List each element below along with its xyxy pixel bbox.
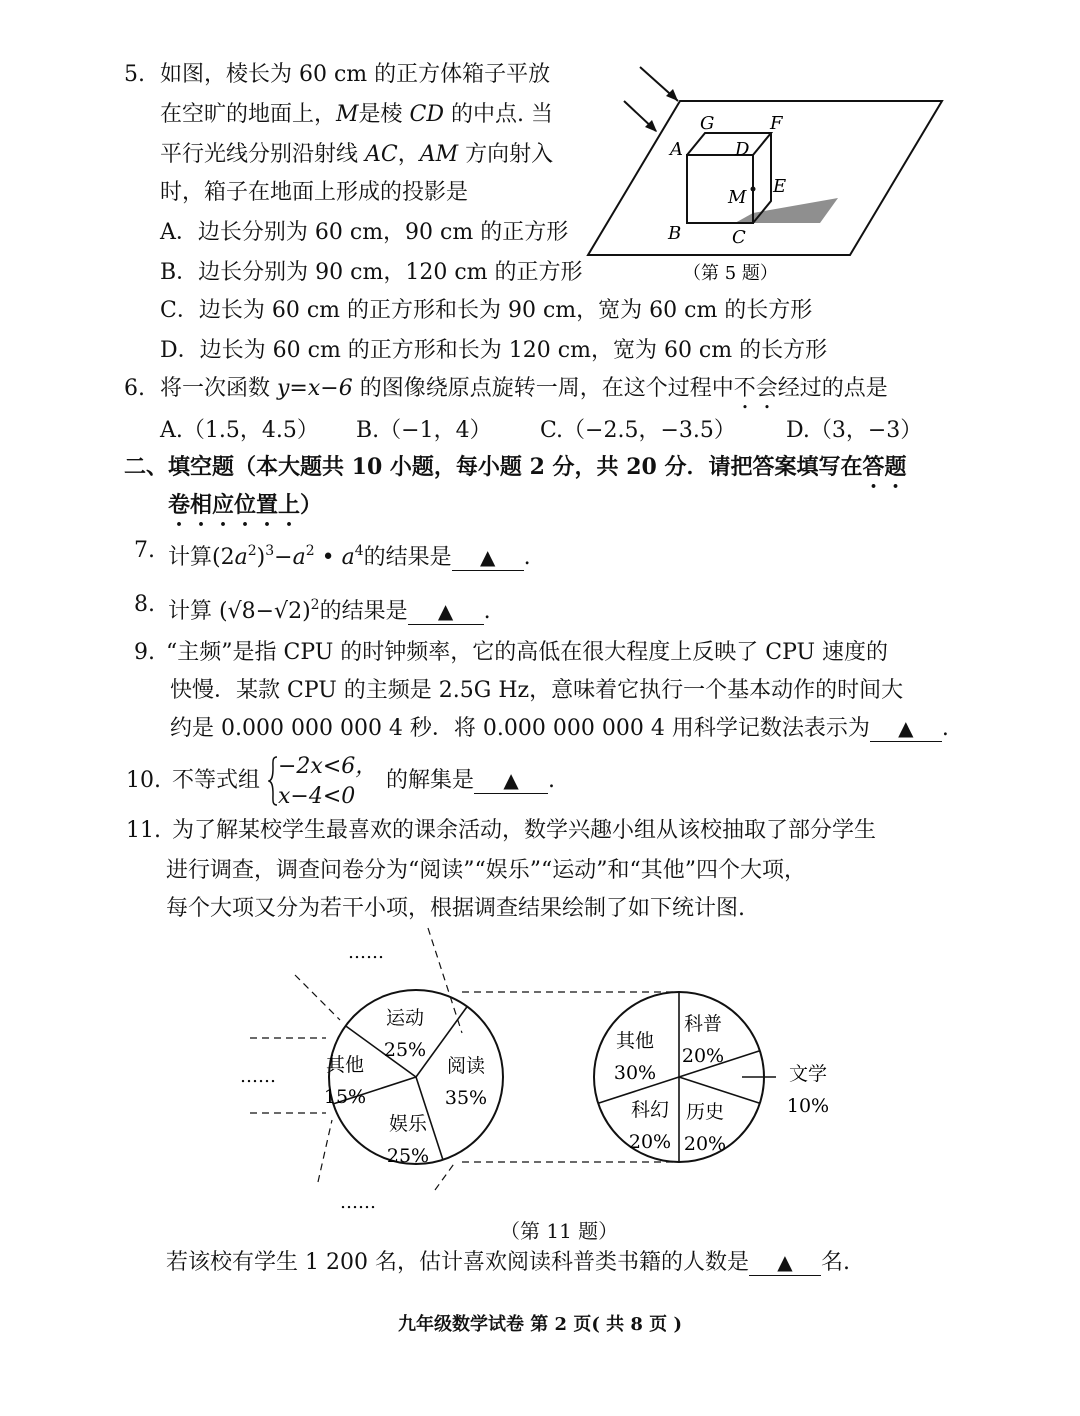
- q9-line-2: 快慢．某款 CPU 的主频是 2.5G Hz，意味着它执行一个基本动作的时间大: [170, 678, 904, 703]
- dash-bottom: [435, 1161, 456, 1190]
- q6-number: 6.: [124, 376, 145, 401]
- cube-side-face: [753, 133, 771, 223]
- ellipsis-bottom: ……: [340, 1192, 376, 1213]
- point-m: [751, 187, 756, 192]
- pie-2-slice-2-name: 文学: [788, 1063, 828, 1085]
- pie-2-slice-3-percent: 20%: [683, 1133, 727, 1155]
- ellipsis-top: ……: [348, 942, 384, 963]
- q5-number: 5.: [124, 62, 145, 87]
- pie-1-slice-1-percent: 25%: [383, 1039, 427, 1061]
- q5-option-d: D．边长为 60 cm 的正方形和长为 120 cm，宽为 60 cm 的长方形: [160, 338, 828, 363]
- q10-answer-line: 的解集是 ▲ .: [386, 768, 556, 793]
- q9-number: 9.: [134, 640, 155, 665]
- pie-2-slice-2-percent: 10%: [786, 1095, 830, 1117]
- q8-answer-blank[interactable]: ▲: [408, 599, 484, 625]
- pie-1-slice-2-percent: 35%: [444, 1087, 488, 1109]
- pie-2-slice-4-name: 科幻: [630, 1099, 670, 1121]
- q10-number: 10.: [126, 768, 161, 793]
- cube-shadow-figure: [580, 55, 960, 290]
- q11-number: 11.: [126, 818, 161, 843]
- q9-answer-blank[interactable]: ▲: [870, 716, 942, 742]
- q11-line-3: 每个大项又分为若干小项，根据调查结果绘制了如下统计图.: [166, 896, 745, 921]
- label-f: F: [770, 113, 783, 134]
- pie-2-slice-5-percent: 30%: [613, 1062, 657, 1084]
- q6-option-c: C.（−2.5，−3.5）: [540, 418, 736, 443]
- ground-plane: [588, 101, 942, 255]
- figure-5-caption: （第 5 题）: [683, 263, 778, 284]
- q7-number: 7.: [134, 538, 155, 563]
- q9-line-1: “主频”是指 CPU 的时钟频率，它的高低在很大程度上反映了 CPU 速度的: [166, 640, 889, 665]
- label-c: C: [732, 227, 746, 248]
- q5-option-c: C．边长为 60 cm 的正方形和长为 90 cm，宽为 60 cm 的长方形: [160, 298, 813, 323]
- pie-1-slice-4-name: 其他: [325, 1054, 365, 1076]
- q6-option-a: A.（1.5，4.5）: [160, 418, 319, 443]
- q5-option-a: A．边长分别为 60 cm，90 cm 的正方形: [160, 220, 569, 245]
- pie-1-slice-2-name: 阅读: [446, 1055, 486, 1077]
- label-b: B: [668, 223, 682, 244]
- pie-2-slice-1-name: 科普: [683, 1013, 723, 1035]
- section-2-title-cont: 卷相应位置上）: [168, 492, 323, 518]
- q7-answer-blank[interactable]: ▲: [452, 545, 524, 571]
- figure-11-caption: （第 11 题）: [500, 1219, 619, 1243]
- label-d: D: [735, 139, 750, 160]
- dash-lower-left: [318, 1120, 332, 1182]
- section-2-title: 二、填空题（本大题共 10 小题，每小题 2 分，共 20 分．请把答案填写在答题: [124, 454, 907, 480]
- q10-label: 不等式组: [172, 768, 261, 793]
- q9-line-3: 约是 0.000 000 000 4 秒．将 0.000 000 000 4 用科学记数法表示为 ▲ .: [170, 716, 949, 741]
- pie-charts-figure: [230, 920, 850, 1220]
- shadow-region: [735, 198, 838, 223]
- q11-line-1: 为了解某校学生最喜欢的课余活动，数学兴趣小组从该校抽取了部分学生: [172, 818, 877, 843]
- q8-stem: 计算 $(√8-√2)^2$的结果是 ▲ .: [168, 597, 491, 624]
- q11-question: 若该校有学生 1 200 名，估计喜欢阅读科普类书籍的人数是 ▲ 名.: [166, 1250, 850, 1275]
- pie-1-slice-1-name: 运动: [385, 1007, 425, 1029]
- label-m: M: [728, 187, 747, 208]
- page-footer: 九年级数学试卷 第 2 页( 共 8 页 ): [398, 1314, 682, 1335]
- q8-number: 8.: [134, 592, 155, 617]
- q5-line-3: 平行光线分别沿射线 AC，AM 方向射入: [160, 142, 554, 167]
- q10-brace: [268, 756, 278, 806]
- q5-line-1: 如图，棱长为 60 cm 的正方体箱子平放: [160, 62, 551, 87]
- cube-top-face: [687, 133, 771, 155]
- q6-option-b: B.（−1，4）: [356, 418, 492, 443]
- q5-line-2: 在空旷的地面上，M是棱 CD 的中点. 当: [160, 102, 554, 127]
- dash-top-right: [428, 928, 462, 1033]
- pie-2-slice-4-percent: 20%: [628, 1131, 672, 1153]
- q10-answer-blank[interactable]: ▲: [474, 768, 548, 794]
- pie-2-divider-3: [679, 1077, 760, 1103]
- pie-2-slice-1-percent: 20%: [681, 1045, 725, 1067]
- q7-stem: 计算$(2a^2)^3-a^2$ • $a^4$的结果是 ▲ .: [168, 543, 531, 570]
- label-e: E: [773, 176, 787, 197]
- pie-1-slice-3-percent: 25%: [386, 1145, 430, 1167]
- ellipsis-left: ……: [240, 1066, 276, 1087]
- pie-2-slice-5-name: 其他: [615, 1030, 655, 1052]
- q6-option-d: D.（3，−3）: [786, 418, 923, 443]
- q6-stem: 将一次函数 y=x−6 的图像绕原点旋转一周，在这个过程中不会经过的点是: [160, 376, 888, 401]
- q11-line-2: 进行调查，调查问卷分为“阅读”“娱乐”“运动”和“其他”四个大项，: [166, 858, 806, 883]
- pie-2-slice-3-name: 历史: [685, 1101, 725, 1123]
- dash-upper-left: [295, 975, 340, 1020]
- q10-inequality-2: x−4<0: [278, 784, 356, 809]
- q10-inequality-1: −2x<6，: [278, 754, 378, 779]
- label-a: A: [670, 139, 683, 160]
- q5-option-b: B．边长分别为 90 cm，120 cm 的正方形: [160, 260, 583, 285]
- pie-1-slice-3-name: 娱乐: [388, 1113, 428, 1135]
- q5-line-4: 时，箱子在地面上形成的投影是: [160, 180, 469, 205]
- label-g: G: [700, 113, 715, 134]
- pie-1-slice-4-percent: 15%: [323, 1086, 367, 1108]
- q11-answer-blank[interactable]: ▲: [749, 1250, 821, 1276]
